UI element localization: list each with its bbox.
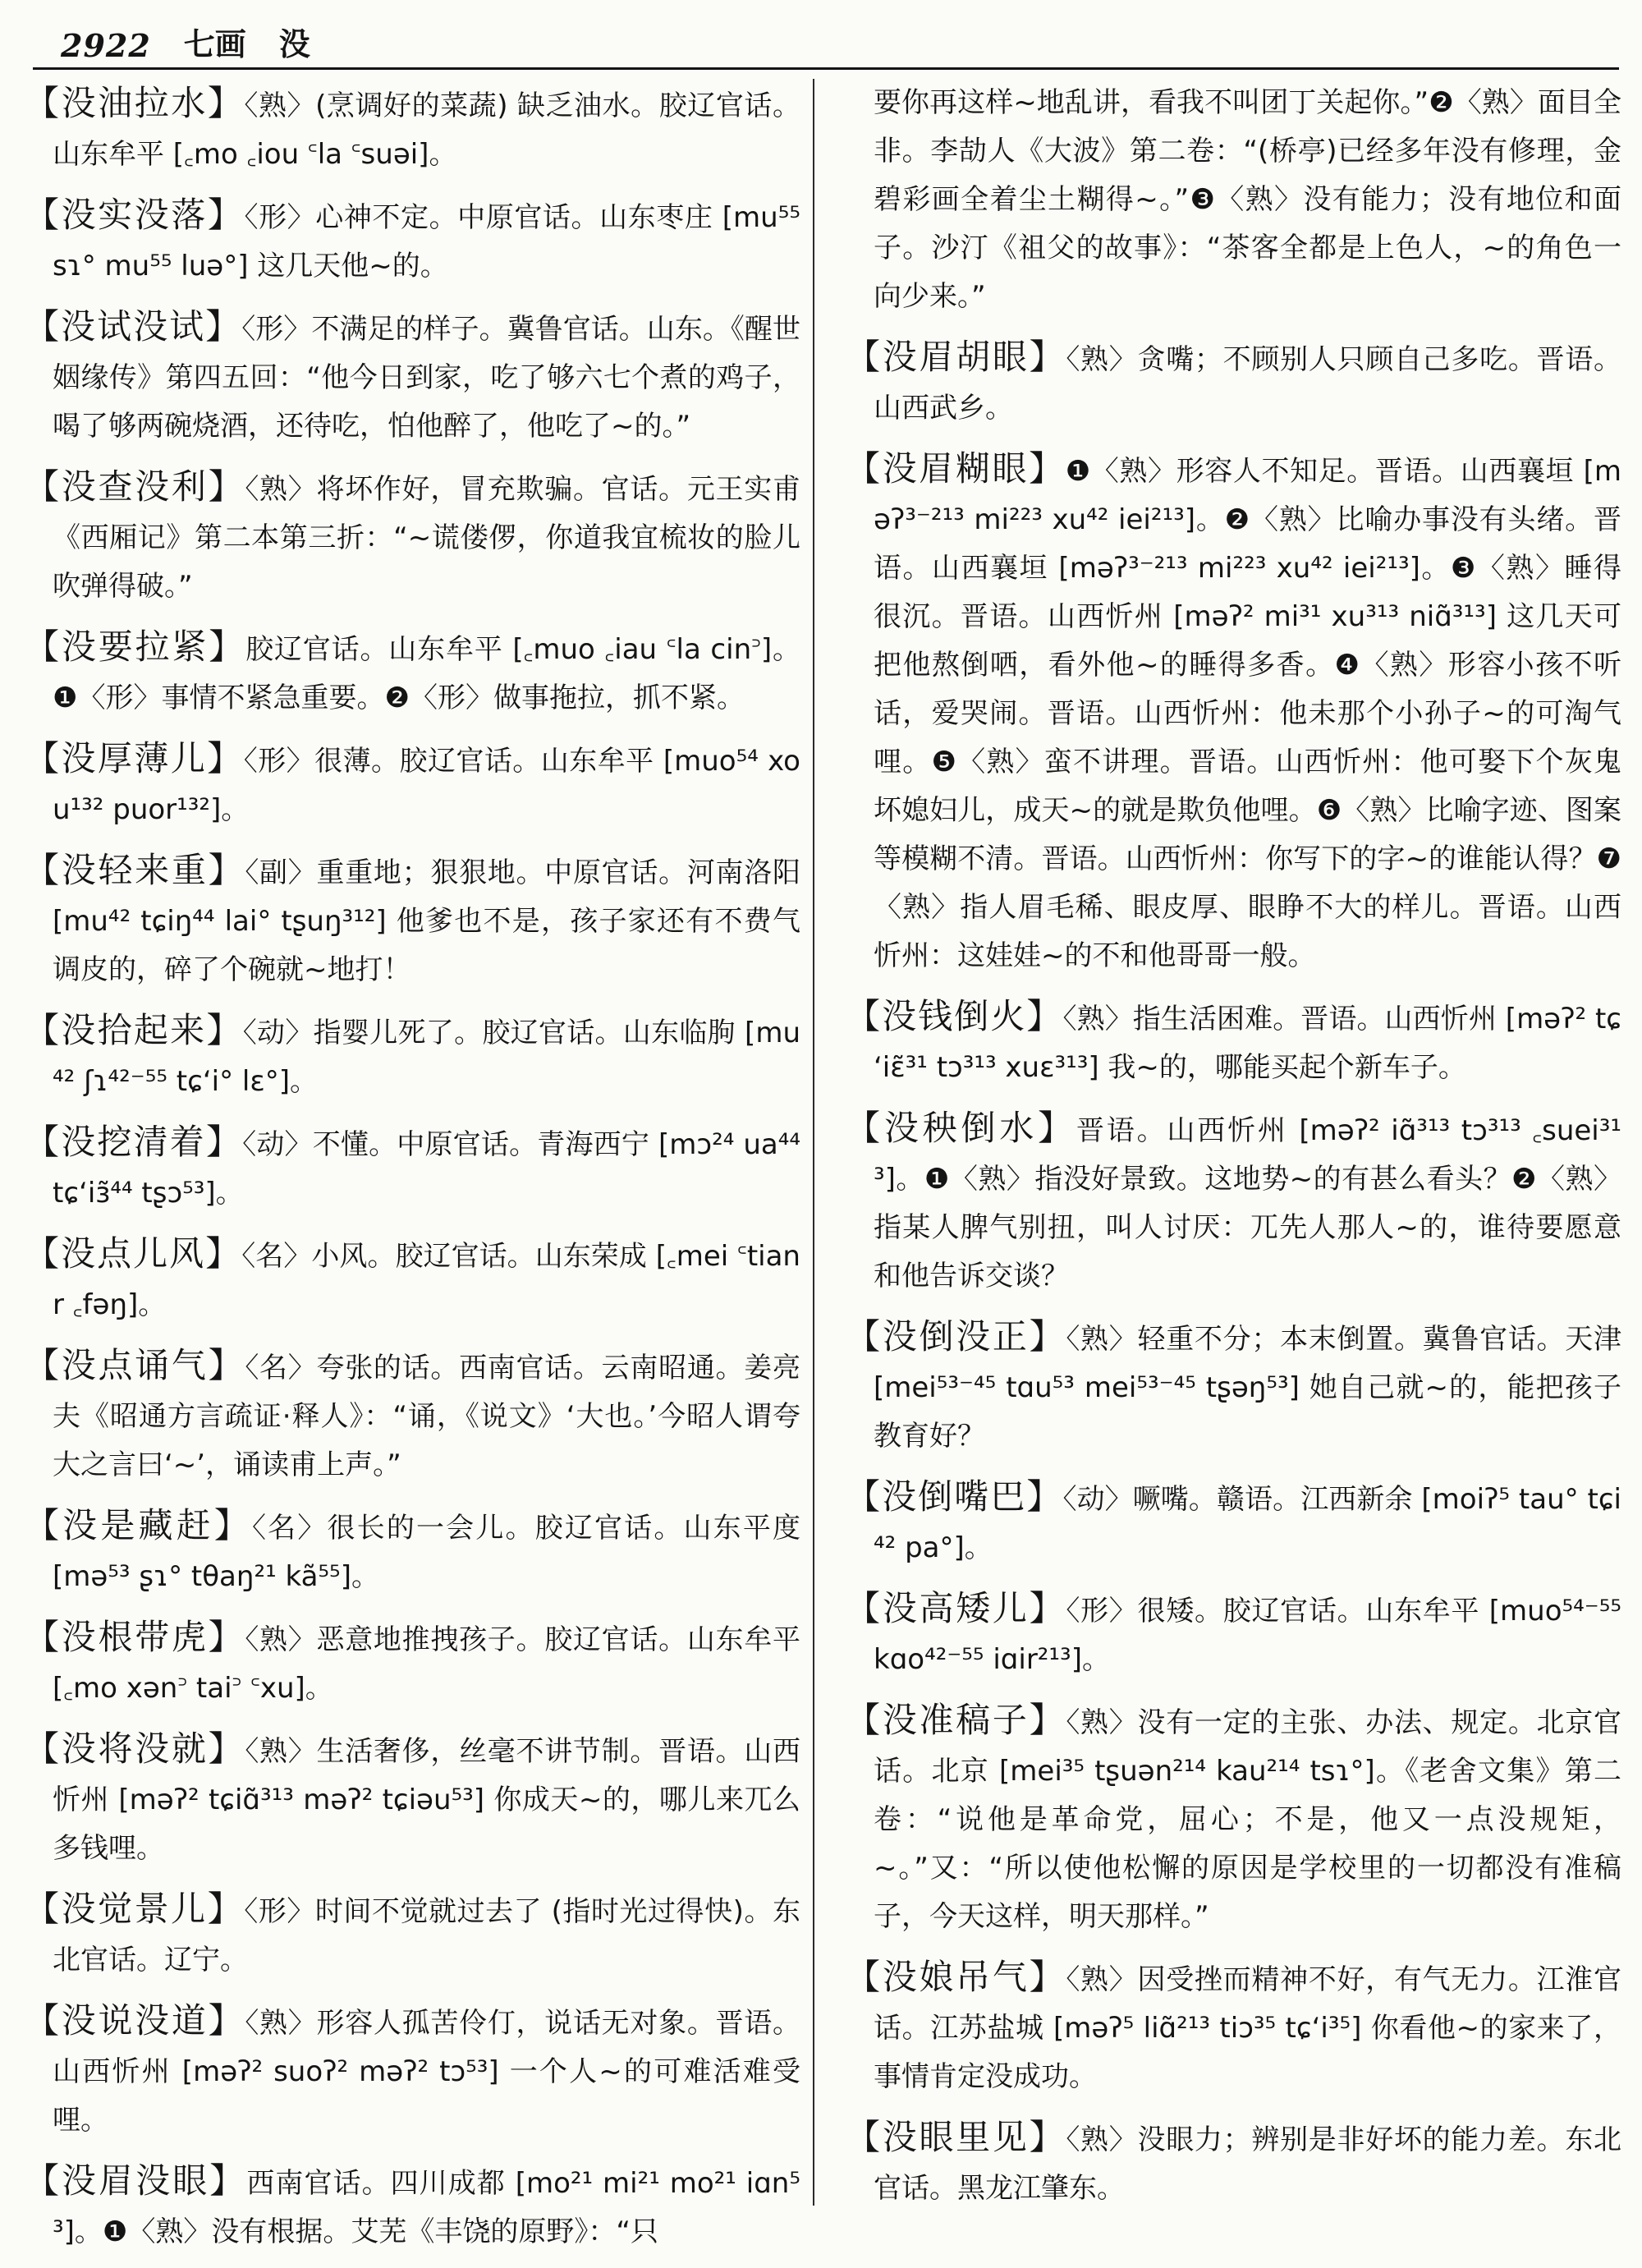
entry-headword: 【没钱倒火】 <box>846 996 1063 1036</box>
entry-definition: 〈名〉夸张的话。西南官话。云南昭通。姜亮夫《昭通方言疏证·释人》：“诵，《说文》‘大也。’今昭人谓夸大之言曰‘~’，诵读甫上声。” <box>53 1352 800 1481</box>
entry-definition: 〈动〉不懂。中原官话。青海西宁 [mɔ²⁴ ua⁴⁴ tɕʻiɜ̃⁴⁴ tʂɔ⁵³]。 <box>53 1128 800 1210</box>
entry-definition: 〈熟〉贪嘴；不顾别人只顾自己多吃。晋语。山西武乡。 <box>874 343 1621 425</box>
entry-headword: 【没眉胡眼】 <box>846 337 1066 377</box>
entry-headword: 【没说没道】 <box>25 2000 245 2041</box>
header-rule <box>33 67 1619 70</box>
entry-headword: 【没点诵气】 <box>25 1345 245 1385</box>
dictionary-entry <box>25 302 800 451</box>
entry-headword: 【没将没就】 <box>25 1729 245 1769</box>
dictionary-entry <box>25 734 800 834</box>
entry-headword: 【没高矮儿】 <box>846 1588 1066 1628</box>
entry-headword: 【没挖清着】 <box>25 1122 243 1162</box>
entry-headword: 【没倒没正】 <box>846 1316 1066 1357</box>
dictionary-entry <box>25 846 800 994</box>
dictionary-entry <box>25 2156 800 2257</box>
dictionary-entry <box>25 1613 800 1713</box>
entry-definition: 〈熟〉形容人孤苦伶仃，说话无对象。晋语。山西忻州 [məʔ² suoʔ² məʔ² tɔ⁵³] 一个人~的可难活难受哩。 <box>53 2007 800 2137</box>
dictionary-entry <box>846 992 1621 1092</box>
entry-headword: 【没根带虎】 <box>25 1617 245 1657</box>
entry-headword: 【没眉没眼】 <box>25 2160 247 2201</box>
entry-headword: 【没厚薄儿】 <box>25 738 244 778</box>
entry-headword: 【没轻来重】 <box>25 850 245 890</box>
entry-definition: 〈形〉很薄。胶辽官话。山东牟平 [muo⁵⁴ xou¹³² puor¹³²]。 <box>53 745 800 826</box>
dictionary-entry <box>846 1584 1621 1684</box>
entry-definition: 〈熟〉轻重不分；本末倒置。冀鲁官话。天津 [mei⁵³⁻⁴⁵ tɑu⁵³ mei⁵³⁻⁴⁵ tʂəŋ⁵³] 她自己就~的，能把孩子教育好？ <box>874 1323 1621 1453</box>
entry-definition: 胶辽官话。山东牟平 [꜀muo ꜀iau ꜂la cin꜄]。❶〈形〉事情不紧急重要。❷〈形〉做事拖拉，抓不紧。 <box>53 633 800 714</box>
page-header <box>61 15 310 64</box>
entry-definition: 〈名〉小风。胶辽官话。山东荣成 [꜀mei ꜂tianr ꜀fəŋ]。 <box>53 1240 800 1321</box>
entry-headword: 【没娘吊气】 <box>846 1957 1066 1997</box>
entry-definition: 〈形〉时间不觉就过去了 (指时光过得快)。东北官话。辽宁。 <box>53 1895 800 1976</box>
entry-headword: 【没秧倒水】 <box>846 1108 1076 1148</box>
entry-definition: 〈名〉很长的一会儿。胶辽官话。山东平度 [mə⁵³ ʂɿ° tθaŋ²¹ kã⁵⁵]。 <box>53 1512 800 1593</box>
dictionary-entry <box>846 1953 1621 2101</box>
dictionary-entry <box>25 1118 800 1218</box>
entry-headword: 【没眼里见】 <box>846 2117 1066 2157</box>
dictionary-entry <box>846 444 1621 980</box>
dictionary-entry <box>25 462 800 611</box>
entry-definition: 〈形〉不满足的样子。冀鲁官话。山东。《醒世姻缘传》第四五回：“他今日到家，吃了够六七个煮的鸡子，喝了够两碗烧酒，还待吃，怕他醉了，他吃了~的。” <box>53 313 800 443</box>
entry-headword: 【没是藏赶】 <box>25 1505 252 1545</box>
dictionary-entry <box>846 333 1621 433</box>
dictionary-entry <box>846 1696 1621 1941</box>
dictionary-entry <box>846 1312 1621 1461</box>
entry-definition: ❶〈熟〉形容人不知足。晋语。山西襄垣 [məʔ³⁻²¹³ mi²²³ xu⁴² iei²¹³]。❷〈熟〉比喻办事没有头绪。晋语。山西襄垣 [məʔ³⁻²¹³ mi²²³ xu⁴² iei²¹³]。❸〈熟〉睡得很沉。晋语。山西忻州 [məʔ² mi³¹ xu³¹³ niɑ̃³¹³] 这几天可把他熬倒哂，看外他~的睡得多香。❹〈熟〉形容小孩不听话，爱哭闹。晋语。山西忻州：他未那个小孙子~的可淘气哩。❺〈熟〉蛮不讲理。晋语。山西忻州：他可娶下个灰鬼坏媳妇儿，成天~的就是欺负他哩。❻〈熟〉比喻字迹、图案等模糊不清。晋语。山西忻州：你写下的字~的谁能认得？❼〈熟〉指人眉毛稀、眼皮厚、眼睁不大的样儿。晋语。山西忻州：这娃娃~的不和他哥哥一般。 <box>874 455 1621 972</box>
dictionary-entry <box>846 1472 1621 1572</box>
dictionary-entry <box>25 79 800 179</box>
page-number: 2922 <box>61 27 151 64</box>
entry-definition: 〈熟〉没眼力；辨别是非好坏的能力差。东北官话。黑龙江肇东。 <box>874 2123 1621 2205</box>
dictionary-entry <box>25 1229 800 1329</box>
dictionary-entry <box>846 79 1621 321</box>
entry-headword: 【没觉景儿】 <box>25 1889 245 1929</box>
entry-definition: 〈熟〉指生活困难。晋语。山西忻州 [məʔ² tɕʻiɛ̃³¹ tɔ³¹³ xuɛ³¹³] 我~的，哪能买起个新车子。 <box>874 1003 1621 1084</box>
dictionary-entry <box>25 1341 800 1490</box>
entry-headword: 【没实没落】 <box>25 195 245 235</box>
stroke-count-label: 七画 <box>183 26 246 62</box>
entry-headword: 【没拾起来】 <box>25 1010 243 1050</box>
right-column <box>846 79 1621 2224</box>
left-column <box>25 79 800 2268</box>
entry-definition: 〈副〉重重地；狠狠地。中原官话。河南洛阳 [mu⁴² tɕiŋ⁴⁴ lai° tʂuŋ³¹²] 他爹也不是，孩子家还有不费气调皮的，碎了个碗就~地打！ <box>53 856 800 986</box>
entry-definition: 〈熟〉恶意地推拽孩子。胶辽官话。山东牟平 [꜀mo xən꜄ tai꜄ ꜂xu]。 <box>53 1623 800 1705</box>
entry-definition: 西南官话。四川成都 [mo²¹ mi²¹ mo²¹ iɑn⁵³]。❶〈熟〉没有根据。艾芜《丰饶的原野》：“只 <box>53 2167 800 2248</box>
entry-headword: 【没查没利】 <box>25 466 245 507</box>
dictionary-entry <box>846 1104 1621 1301</box>
entry-definition: 要你再这样~地乱讲，看我不叫团丁关起你。”❷〈熟〉面目全非。李劼人《大波》第二卷：“(桥亭)已经多年没有修理，金碧彩画全着尘土糊得~。”❸〈熟〉没有能力；没有地位和面子。沙汀《祖父的故事》：“茶客全都是上色人，~的角色一向少来。” <box>874 86 1621 313</box>
entry-definition: 〈熟〉(烹调好的菜蔬) 缺乏油水。胶辽官话。山东牟平 [꜀mo ꜀iou ꜂la ꜂suəi]。 <box>53 90 800 171</box>
entry-definition: 〈熟〉生活奢侈，丝毫不讲节制。晋语。山西忻州 [məʔ² tɕiɑ̃³¹³ məʔ² tɕiəu⁵³] 你成天~的，哪儿来兀么多钱哩。 <box>53 1735 800 1865</box>
dictionary-entry <box>25 1996 800 2145</box>
entry-headword: 【没准稿子】 <box>846 1700 1066 1740</box>
entry-definition: 〈熟〉因受挫而精神不好，有气无力。江淮官话。江苏盐城 [məʔ⁵ liɑ̃²¹³ tiɔ³⁵ tɕʻi³⁵] 你看他~的家来了，事情肯定没成功。 <box>874 1963 1621 2093</box>
dictionary-entry <box>25 1724 800 1873</box>
entry-headword: 【没试没试】 <box>25 306 242 347</box>
entry-headword: 【没眉糊眼】 <box>846 448 1066 489</box>
head-character: 没 <box>278 26 310 62</box>
entry-headword: 【没倒嘴巴】 <box>846 1476 1063 1517</box>
entry-definition: 〈形〉很矮。胶辽官话。山东牟平 [muo⁵⁴⁻⁵⁵ kɑo⁴²⁻⁵⁵ iɑir²¹³]。 <box>874 1595 1621 1676</box>
dictionary-entry <box>25 191 800 291</box>
dictionary-entry <box>25 1501 800 1601</box>
dictionary-entry <box>846 2113 1621 2213</box>
column-divider <box>813 79 814 2206</box>
dictionary-entry <box>25 1006 800 1106</box>
entry-definition: 〈动〉指婴儿死了。胶辽官话。山东临朐 [mu⁴² ʃɿ⁴²⁻⁵⁵ tɕʻi° lɛ°]。 <box>53 1017 800 1098</box>
entry-definition: 〈动〉噘嘴。赣语。江西新余 [moiʔ⁵ tau° tɕi⁴² pa°]。 <box>874 1483 1621 1564</box>
entry-definition: 〈熟〉没有一定的主张、办法、规定。北京官话。北京 [mei³⁵ tʂuən²¹⁴ kau²¹⁴ tsɿ°]。《老舍文集》第二卷：“说他是革命党，屈心；不是，他又一点没规矩，~。”又：“所以使他松懈的原因是学校里的一切都没有准稿子，今天这样，明天那样。” <box>874 1706 1621 1933</box>
entry-headword: 【没要拉紧】 <box>25 627 246 667</box>
entry-headword: 【没点儿风】 <box>25 1233 242 1274</box>
entry-headword: 【没油拉水】 <box>25 83 245 123</box>
dictionary-entry <box>25 622 800 723</box>
entry-definition: 〈形〉心神不定。中原官话。山东枣庄 [mu⁵⁵ sɿ° mu⁵⁵ luə°] 这几天他~的。 <box>53 201 800 282</box>
dictionary-entry <box>25 1885 800 1985</box>
entry-definition: 晋语。山西忻州 [məʔ² iɑ̃³¹³ tɔ³¹³ ꜀suei³¹³]。❶〈熟〉指没好景致。这地势~的有甚么看头？❷〈熟〉指某人脾气别扭，叫人讨厌：兀先人那人~的，谁待要愿意和他告诉交谈？ <box>874 1114 1621 1292</box>
entry-definition: 〈熟〉将坏作好，冒充欺骗。官话。元王实甫《西厢记》第二本第三折：“~谎偻㑩，你道我宜梳妆的脸儿吹弹得破。” <box>53 473 800 603</box>
